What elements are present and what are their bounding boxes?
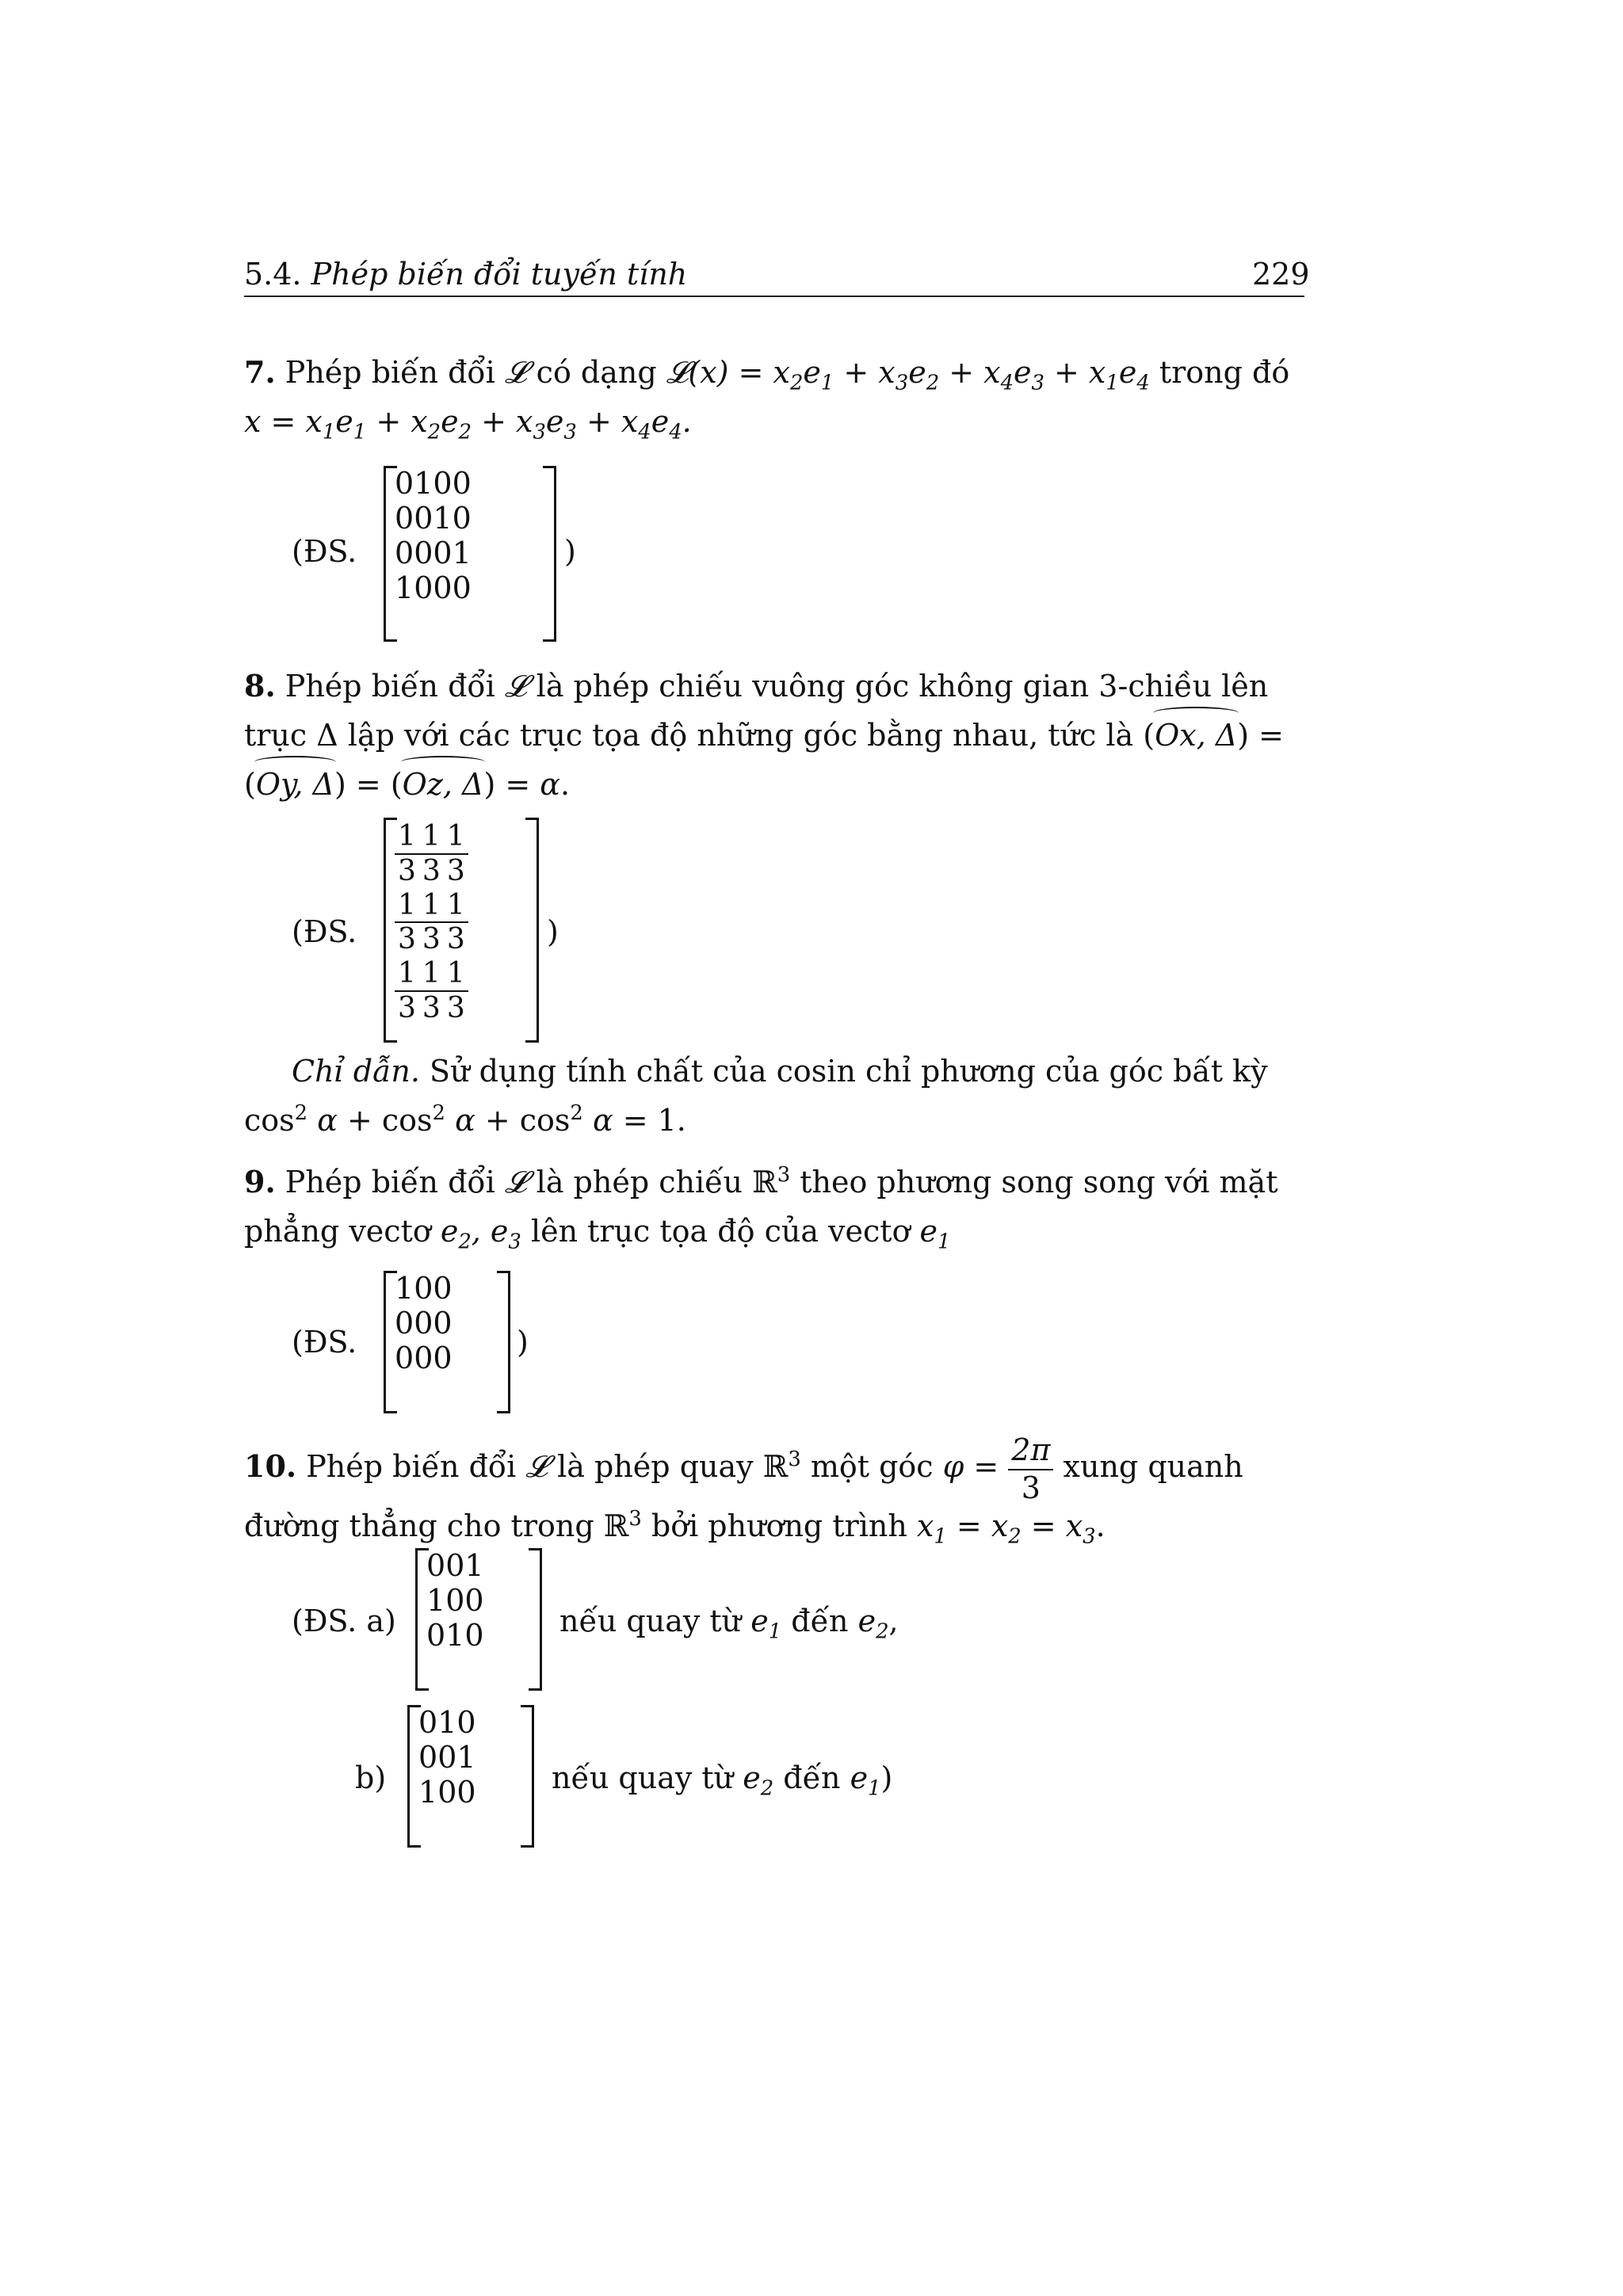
problem-8-hint-line-1: Chỉ dẫn. Sử dụng tính chất của cosin chỉ phương của góc bất kỳ [292, 1054, 1268, 1089]
problem-10-line-2: đường thẳng cho trong ℝ$^3$ bởi phương trình $x_1 = x_2 = x_3$. [244, 1506, 1106, 1549]
section-title: Phép biến đổi tuyến tính [311, 257, 688, 292]
running-header [244, 250, 687, 298]
problem-8-line-2: trục Δ lập với các trục tọa độ những góc bằng nhau, tức là (Ox, Δ) = [244, 711, 1284, 759]
problem-7-line-1: 7. Phép biến đổi 𝓛 có dạng 𝓛(x) = $x_2e_1 + x_3e_2 + x_4e_3 + x_1e_4$ trong đó [244, 354, 1290, 395]
problem-7-answer-label: (ĐS. [292, 534, 357, 569]
problem-8-line-3: (Oy, Δ) = (Oz, Δ) = α. [244, 761, 570, 808]
problem-10-matrix-a: 0 0 1 1 0 0 0 1 0 [415, 1548, 542, 1691]
problem-9-line-2: phẳng vectơ $e_2$, $e_3$ lên trục tọa độ của vectơ $e_1$ [244, 1214, 951, 1254]
problem-10-answer-label-b: b) [355, 1760, 387, 1795]
problem-7-matrix: 0 1 0 0 0 0 1 0 0 0 0 1 1 0 0 0 [384, 466, 556, 642]
problem-7-text-b: có dạng [536, 355, 657, 390]
problem-10-matrix-b: 0 1 0 0 0 1 1 0 0 [407, 1705, 534, 1848]
problem-9-matrix: 1 0 0 0 0 0 0 0 0 [384, 1271, 510, 1413]
problem-10-note-b: nếu quay từ $e_2$ đến $e_1$) [552, 1760, 893, 1801]
problem-8-line-1: 8. Phép biến đổi 𝓛 là phép chiếu vuông góc không gian 3-chiều lên [244, 668, 1269, 704]
problem-7-close: ) [564, 534, 576, 569]
page-number: 229 [1252, 257, 1310, 292]
problem-8-answer-label: (ĐS. [292, 914, 357, 949]
problem-9-close: ) [517, 1325, 529, 1360]
problem-7-text-c: trong đó [1159, 355, 1290, 390]
problem-9-answer-label: (ĐS. [292, 1325, 357, 1360]
problem-9-number: 9. [244, 1164, 276, 1199]
problem-7-number: 7. [244, 354, 276, 390]
problem-7-text-a: Phép biến đổi [285, 355, 495, 390]
problem-8-number: 8. [244, 668, 276, 704]
problem-10-line-1: 10. Phép biến đổi 𝓛 là phép quay ℝ$^3$ một góc φ = $\frac{2\pi}{3}$ xung quanh [244, 1432, 1243, 1505]
problem-8-close: ) [547, 914, 559, 949]
problem-8-hint-line-2: $\cos^2 \alpha + \cos^2 \alpha + \cos^2 \alpha = 1$. [244, 1100, 686, 1138]
problem-9-line-1: 9. Phép biến đổi 𝓛 là phép chiếu ℝ$^3$ theo phương song song với mặt [244, 1162, 1278, 1199]
section-number: 5.4. [244, 257, 302, 292]
header-rule [244, 296, 1304, 297]
problem-10-note-a: nếu quay từ $e_1$ đến $e_2$, [559, 1604, 899, 1644]
problem-10-number: 10. [244, 1448, 297, 1484]
problem-7-line-2: $x = x_1e_1 + x_2e_2 + x_3e_3 + x_4e_4$. [244, 404, 692, 444]
problem-8-matrix: $\frac{1}{3}$ $\frac{1}{3}$ $\frac{1}{3}$ $\frac{1}{3}$ $\frac{1}{3}$ $\frac{1}{3}$ $\frac{1}{3}$ $\frac{1}{3}$ $\frac{1}{3}$ [384, 818, 539, 1043]
problem-10-answer-label-a: (ĐS. a) [292, 1604, 396, 1638]
